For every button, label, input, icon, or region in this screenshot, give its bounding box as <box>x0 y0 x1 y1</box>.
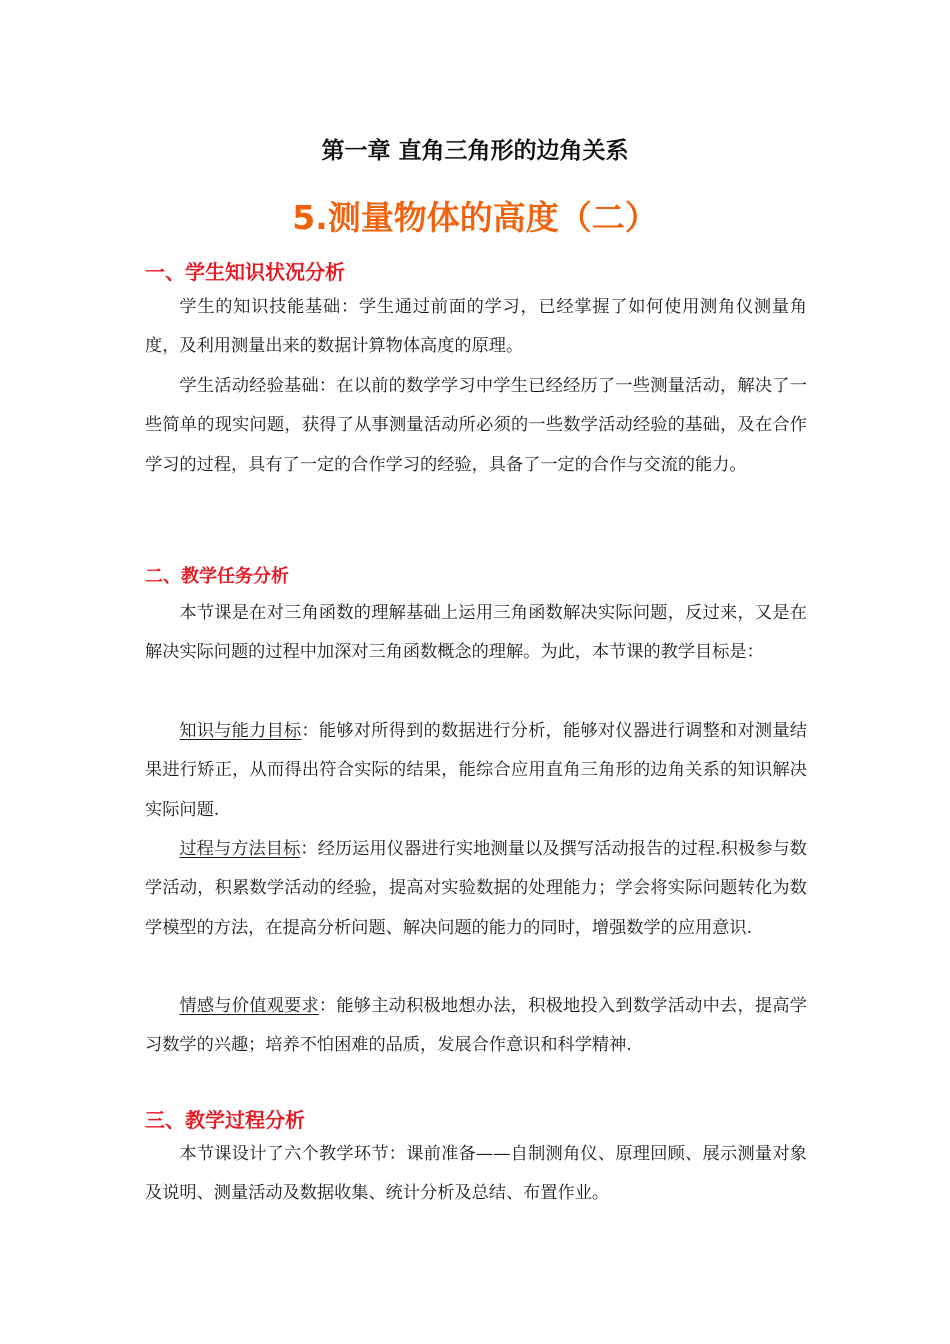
section-heading-process-analysis: 三、教学过程分析 <box>145 1108 305 1132</box>
chapter-title: 第一章 直角三角形的边角关系 <box>321 138 629 164</box>
section-heading-student-analysis: 一、学生知识状况分析 <box>145 260 345 284</box>
goal-label: 过程与方法目标 <box>179 839 301 859</box>
goal-knowledge-ability <box>145 712 807 830</box>
goal-emotion-values <box>145 987 807 1066</box>
goal-label: 情感与价值观要求 <box>179 996 319 1016</box>
goal-text: ：经历运用仪器进行实地测量以及撰写活动报告的过程.积极参与数学活动，积累数学活动的经验，提高对实验数据的处理能力；学会将实际问题转化为数学模型的方法，在提高分析问题、解决问题的能力的同时，增强数学的应用意识. <box>145 839 807 938</box>
paragraph-knowledge-basis: 学生的知识技能基础：学生通过前面的学习，已经掌握了如何使用测角仪测量角度，及利用测量出来的数据计算物体高度的原理。 <box>145 297 807 357</box>
section-heading-task-analysis: 二、教学任务分析 <box>145 566 289 587</box>
paragraph-task-intro: 本节课是在对三角函数的理解基础上运用三角函数解决实际问题，反过来，又是在解决实际问题的过程中加深对三角函数概念的理解。为此，本节课的教学目标是： <box>145 603 807 663</box>
goal-process-method <box>145 830 807 948</box>
paragraph-activity-basis: 学生活动经验基础：在以前的数学学习中学生已经经历了一些测量活动，解决了一些简单的现实问题，获得了从事测量活动所必须的一些数学活动经验的基础，及在合作学习的过程，具有了一定的合作学习的经验，具备了一定的合作与交流的能力。 <box>145 376 807 475</box>
lesson-title: 5.测量物体的高度（二） <box>292 198 658 237</box>
paragraph-process-steps: 本节课设计了六个教学环节：课前准备——自制测角仪、原理回顾、展示测量对象及说明、测量活动及数据收集、统计分析及总结、布置作业。 <box>145 1144 807 1204</box>
goal-text: ：能够主动积极地想办法，积极地投入到数学活动中去，提高学习数学的兴趣；培养不怕困难的品质，发展合作意识和科学精神. <box>145 996 807 1056</box>
goal-label: 知识与能力目标 <box>179 721 302 741</box>
goal-text: ：能够对所得到的数据进行分析，能够对仪器进行调整和对测量结果进行矫正，从而得出符合实际的结果，能综合应用直角三角形的边角关系的知识解决实际问题. <box>145 721 807 820</box>
